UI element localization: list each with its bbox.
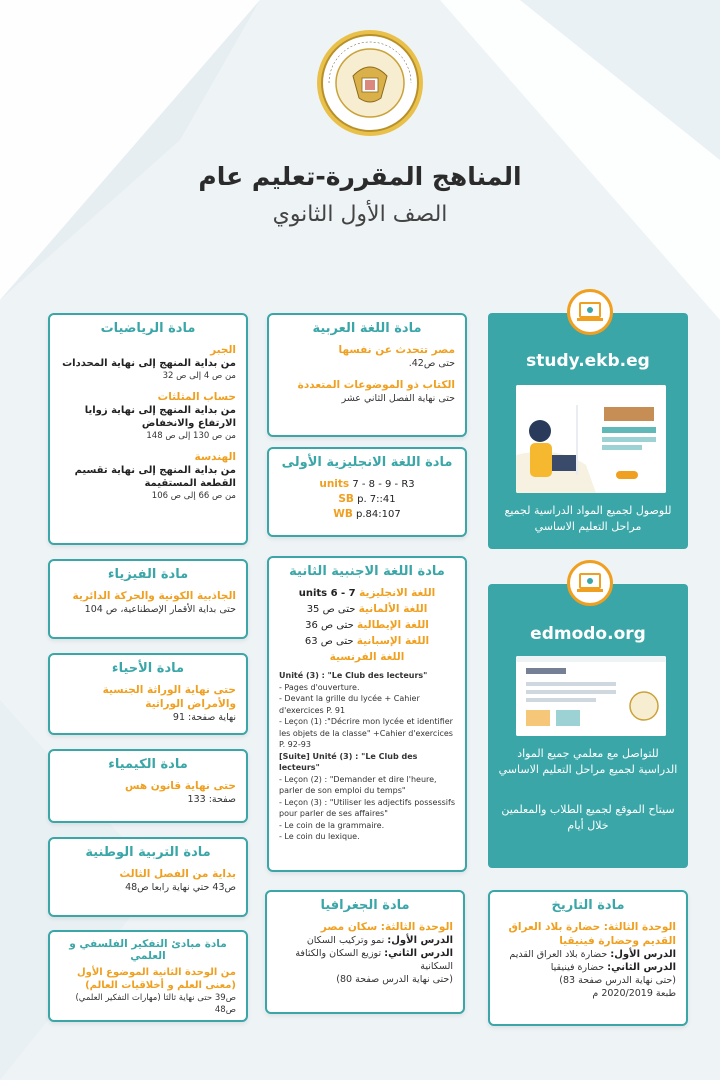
english-units: 7 - 8 - 9 - R3 — [349, 479, 415, 490]
biology-title: مادة الأحياء — [111, 661, 185, 676]
lang-spanish-range: حتى ص 63 — [304, 636, 357, 647]
french-line-3: - Devant la grille du lycée + Cahier d'exercices P. 91 — [279, 694, 420, 715]
civics-topic: بداية من الفصل الثالث — [119, 868, 236, 880]
french-line-2: - Pages d'ouverture. — [279, 682, 360, 692]
math-card — [48, 313, 248, 545]
geometry-range: من بداية المنهج إلى نهاية تقسيم القطعة المستقيمة — [74, 465, 236, 489]
arabic-section-2-range: حتى نهاية الفصل الثاني عشر — [341, 393, 455, 404]
algebra-range: من بداية المنهج إلى نهاية المحددات — [62, 358, 236, 369]
chemistry-title: مادة الكيمياء — [108, 757, 188, 772]
physics-range: حتى بداية الأقمار الإصطناعية، ص 104 — [84, 604, 236, 615]
french-line-7: - Leçon (3) : "Utiliser les adjectifs possessifs pour parler de ses affaires" — [279, 797, 455, 818]
biology-topic: حتى نهاية الوراثة الجنسية والأمراض الوراثية — [102, 684, 236, 710]
trig-pages: من ص 130 إلى ص 148 — [146, 431, 236, 441]
biology-range: نهاية صفحة: 91 — [172, 712, 236, 723]
second-language-title: مادة اللغة الاجنبية الثانية — [289, 564, 445, 579]
history-lesson-1-label: الدرس الأول: — [610, 949, 676, 960]
english-wb-label: WB — [333, 508, 353, 520]
laptop-icon — [567, 289, 613, 335]
philosophy-range: ص39 حتى نهاية ثالثا (مهارات التفكير العلمي) ص48 — [75, 993, 236, 1015]
chemistry-topic: حتى نهاية قانون هس — [125, 780, 236, 792]
english-title: مادة اللغة الانجليزية الأولى — [281, 455, 453, 470]
history-card — [488, 890, 688, 1026]
geometry-heading: الهندسة — [194, 451, 236, 463]
study-site[interactable]: study.ekb.eg — [526, 351, 650, 371]
header — [0, 0, 720, 300]
chemistry-card — [48, 749, 248, 823]
second-language-card — [267, 556, 467, 872]
edmodo-panel[interactable] — [488, 584, 688, 868]
french-unit: Unité (3) : "Le Club des lecteurs" — [279, 671, 428, 680]
lang-spanish-label: اللغة الإسبانية — [356, 635, 430, 647]
geography-range: (حتى نهاية الدرس صفحة 80) — [336, 974, 453, 985]
history-lesson-2: حضارة فينيقيا — [550, 962, 608, 973]
trig-range: من بداية المنهج إلى نهاية زوايا الارتفاع والانخفاض — [84, 405, 236, 429]
history-range: (حتى نهاية الدرس صفحة 83) — [559, 975, 676, 986]
ministry-logo — [315, 28, 425, 138]
page-title: المناهج المقررة-تعليم عام — [198, 162, 522, 191]
geography-lesson-2-label: الدرس الثاني: — [384, 948, 453, 959]
algebra-pages: من ص 4 إلى ص 32 — [162, 371, 236, 381]
arabic-section-2: الكتاب ذو الموضوعات المتعددة — [297, 379, 455, 391]
arabic-title: مادة اللغة العربية — [312, 321, 422, 336]
english-sb-label: SB — [338, 493, 354, 505]
geometry-pages: من ص 66 إلى ص 106 — [151, 491, 236, 501]
history-lesson-1: حضارة بلاد العراق القديم — [509, 949, 611, 960]
french-line-8: - Le coin de la grammaire. — [279, 820, 385, 830]
french-line-9: - Le coin du lexique. — [279, 832, 360, 841]
english-card — [267, 447, 467, 537]
french-line-4: - Leçon (1) :"Décrire mon lycée et identifier les objets de la classe" +Cahier d'exercices P. 92-93 — [279, 717, 453, 749]
philosophy-title: مادة مبادئ التفكير الفلسفي و العلمي — [69, 938, 227, 962]
geography-lesson-1: نمو وتركيب السكان — [306, 935, 388, 946]
physics-card — [48, 559, 248, 639]
study-screenshot — [516, 385, 666, 493]
civics-range: ص43 حتي نهاية رابعا ص48 — [125, 882, 236, 893]
civics-title: مادة التربية الوطنية — [85, 845, 211, 860]
lang-italian-range: حتى ص 36 — [305, 620, 357, 631]
edmodo-site[interactable]: edmodo.org — [530, 624, 646, 644]
english-sb-pages: p. 7::41 — [353, 494, 396, 505]
physics-topic: الجاذبية الكونية والحركة الدائرية — [72, 590, 236, 602]
lang-english-range: units 6 - 7 — [298, 588, 360, 599]
geography-lesson-2: توزيع السكان والكثافة السكانية — [295, 948, 453, 972]
history-lesson-2-label: الدرس الثاني: — [607, 962, 676, 973]
geography-unit: الوحدة الثالثة: سكان مصر — [320, 921, 453, 933]
study-panel[interactable] — [488, 313, 688, 549]
history-title: مادة التاريخ — [551, 898, 625, 913]
history-unit: الوحدة الثالثة: حضارة بلاد العراق القديم وحضارة فينيقيا — [508, 921, 676, 947]
english-wb-pages: p.84:107 — [352, 509, 401, 520]
arabic-section-1: مصر تتحدث عن نفسها — [338, 344, 455, 356]
history-edition: طبعة 2020/2019 م — [592, 988, 676, 999]
edmodo-screenshot — [516, 656, 666, 736]
biology-card — [48, 653, 248, 735]
page-subtitle: الصف الأول الثانوي — [272, 202, 448, 227]
chemistry-range: صفحة: 133 — [187, 794, 236, 805]
study-description: للوصول لجميع المواد الدراسية لجميع مراحل التعليم الاساسي — [504, 504, 672, 533]
geography-lesson-1-label: الدرس الأول: — [387, 935, 453, 946]
lang-german-label: اللغة الألمانية — [358, 603, 428, 615]
lang-italian-label: اللغة الإيطالية — [357, 619, 429, 631]
geography-card — [265, 890, 465, 1014]
trig-heading: حساب المثلثات — [157, 391, 236, 403]
laptop-icon — [567, 560, 613, 606]
philosophy-card — [48, 930, 248, 1022]
arabic-section-1-range: حتى ص42. — [408, 358, 455, 369]
physics-title: مادة الفيزياء — [107, 567, 189, 582]
arabic-card — [267, 313, 467, 437]
lang-french-label: اللغة الفرنسية — [329, 651, 405, 663]
english-units-label: units — [319, 478, 350, 490]
civics-card — [48, 837, 248, 917]
algebra-heading: الجبر — [210, 344, 236, 356]
philosophy-topic: من الوحدة الثانية الموضوع الأول (معنى العلم و أخلاقيات العالم) — [76, 967, 236, 991]
math-title: مادة الرياضيات — [100, 321, 196, 336]
lang-english-label: اللغة الانجليزية — [359, 587, 436, 599]
edmodo-description: للتواصل مع معلمي جميع المواد الدراسية لجميع مراحل التعليم الاساسي — [498, 747, 678, 776]
lang-german-range: حتى ص 35 — [306, 604, 359, 615]
french-line-6: - Leçon (2) : "Demander et dire l'heure, parler de son emploi du temps" — [279, 774, 437, 795]
geography-title: مادة الجغرافيا — [320, 898, 410, 913]
french-suite-unit: [Suite] Unité (3) : "Le Club des lecteurs" — [279, 751, 418, 772]
edmodo-note: سيتاح الموقع لجميع الطلاب والمعلمين خلال أيام — [501, 803, 675, 832]
